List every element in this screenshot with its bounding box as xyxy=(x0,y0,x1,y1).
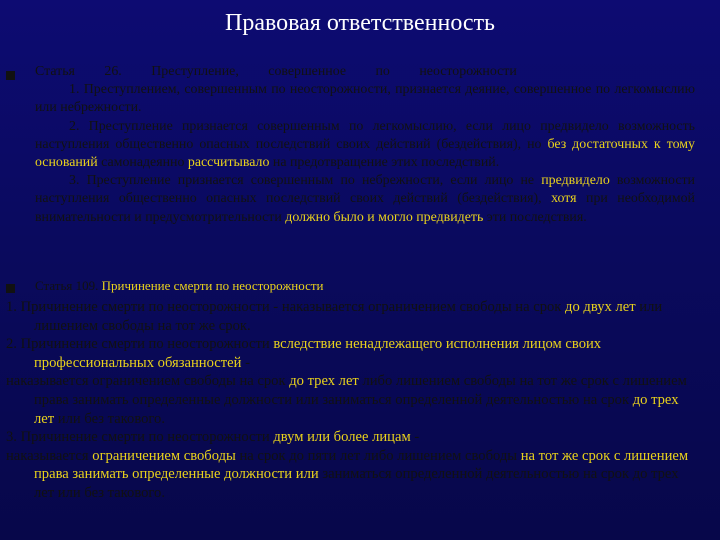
article-109-part-3-penalty: наказывается ограничением свободы на срок до пяти лет либо лишением свободы на тот же срок с лишением права занимать определенные должности или заниматься определенной деятельностью на срок до трех лет или без такового. xyxy=(6,447,689,501)
article-26-part-2: 2. Преступление признается совершенным по легкомыслию, если лицо предвидело возможность наступления общественно опасных последствий своих действий (бездействия), но без достаточных к тому оснований самонадеянно рассчитывало на предотвращение этих последствий. xyxy=(35,118,696,171)
article-26-block xyxy=(35,63,695,227)
slide-title: Правовая ответственность xyxy=(224,10,495,36)
article-26-part-1: 1. Преступлением, совершенным по неосторожности, признается деяние, совершенное по легкомыслию или небрежности. xyxy=(35,82,695,116)
bullet-square-icon xyxy=(6,284,15,293)
article-109-part-2-penalty: наказывается ограничением свободы на срок до трех лет либо лишением свободы на тот же срок с лишением права занимать определенные должности или заниматься определенной деятельностью на срок до трех лет или без такового. xyxy=(6,373,687,427)
article-109-part-2: 2. Причинение смерти по неосторожности вследствие ненадлежащего исполнения лицом своих профессиональных обязанностей - xyxy=(6,336,602,371)
article-26-heading: Статья 26. Преступление, совершенное по неосторожности xyxy=(35,64,517,79)
article-109-part-3: 3. Причинение смерти по неосторожности двум или более лицам - xyxy=(6,429,420,446)
article-26-part-3: 3. Преступление признается совершенным по небрежности, если лицо не предвидело возможности наступления общественно опасных последствий своих действий (бездействия), хотя при необходимой внимательности и предусмотрительности должно было и могло предвидеть эти последствия. xyxy=(35,173,695,225)
bullet-square-icon xyxy=(6,71,15,80)
article-109-block xyxy=(6,298,694,503)
article-109-heading: Статья 109. Причинение смерти по неосторожности xyxy=(35,278,324,293)
article-109-part-1: 1. Причинение смерти по неосторожности - наказывается ограничением свободы на срок до двух лет или лишением свободы на тот же срок. xyxy=(6,299,663,334)
